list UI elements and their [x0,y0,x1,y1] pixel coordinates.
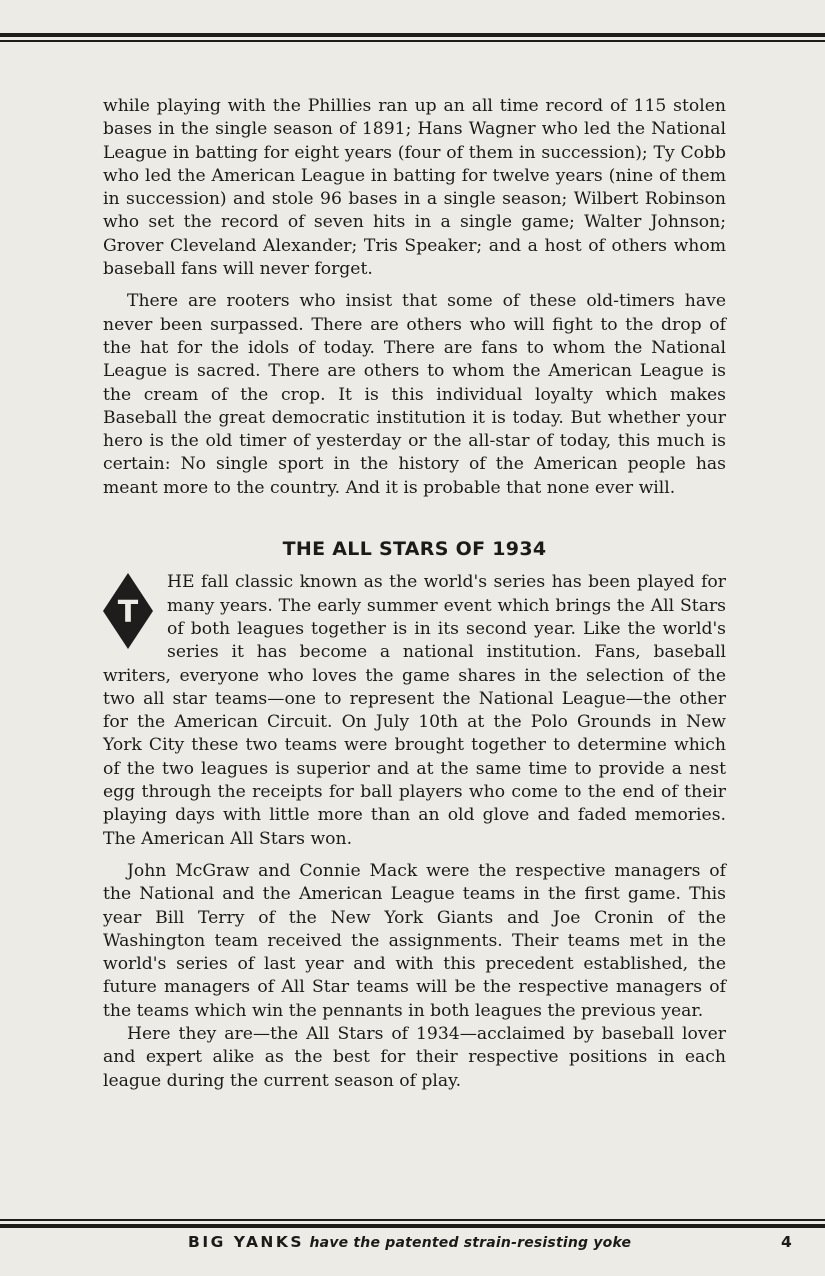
bottom-rule [0,1219,825,1228]
drop-cap-letter: T [117,595,139,631]
section-paragraph-1: HE fall classic known as the world's series has been played for many years. The early summer event which brings the All Stars of both leagues together is in its second year. Like the world's series it has become a national institution. Fans, baseball writers, everyone who loves the game shares in the selection of the two all star teams—one to represent the National League—the other for the American Circuit. On July 10th at the Polo Grounds in New York City these two teams were brought together to determine which of the two leagues is superior and at the same time to provide a nest egg through the receipts for ball players who come to the end of their playing days with little more than an old glove and faded memories. The American All Stars won. [103,572,726,849]
footer-brand: BIG YANKS [188,1233,305,1251]
drop-cap-diamond-icon [103,573,153,649]
body-paragraph-2: There are rooters who insist that some of these old-timers have never been surpassed. There are others who will fight to the drop of the hat for the idols of today. There are fans to whom the National League is sacred. There are others to whom the American League is the cream of the crop. It is this individual loyalty which makes Baseball the great democratic institution it is today. But whether your hero is the old timer of yesterday or the all-star of today, this much is certain: No single sport in the history of the American people has meant more to the country. And it is probable that none ever will. [103,291,726,498]
section-paragraph-2: John McGraw and Connie Mack were the respective managers of the National and the American League teams in the first game. This year Bill Terry of the New York Giants and Joe Cronin of the Washington team received the assignments. Their teams met in the world's series of last year and with this precedent established, the future managers of All Star teams will be the respective managers of the teams which win the pennants in both leagues the previous year. [103,860,726,1021]
footer-slogan: have the patented strain-resisting yoke [309,1235,632,1251]
page-footer [0,1233,825,1257]
section-paragraph-3: Here they are—the All Stars of 1934—acclaimed by baseball lover and expert alike as the best for their respective positions in each league during the current season of play. [103,1023,726,1091]
page-content [103,95,726,1093]
page-number: 4 [781,1233,792,1251]
footer-tagline [188,1233,631,1251]
body-paragraph-1: while playing with the Phillies ran up an all time record of 115 stolen bases in the single season of 1891; Hans Wagner who led the National League in batting for eight years (four of them in succession); Ty Cobb who led the American League in batting for twelve years (nine of them in succession) and stole 96 bases in a single season; Wilbert Robinson who set the record of seven hits in a single game; Walter Johnson; Grover Cleveland Alexander; Tris Speaker; and a host of others whom baseball fans will never forget. [103,96,726,280]
top-rule [0,33,825,42]
section-heading: THE ALL STARS OF 1934 [282,538,547,561]
